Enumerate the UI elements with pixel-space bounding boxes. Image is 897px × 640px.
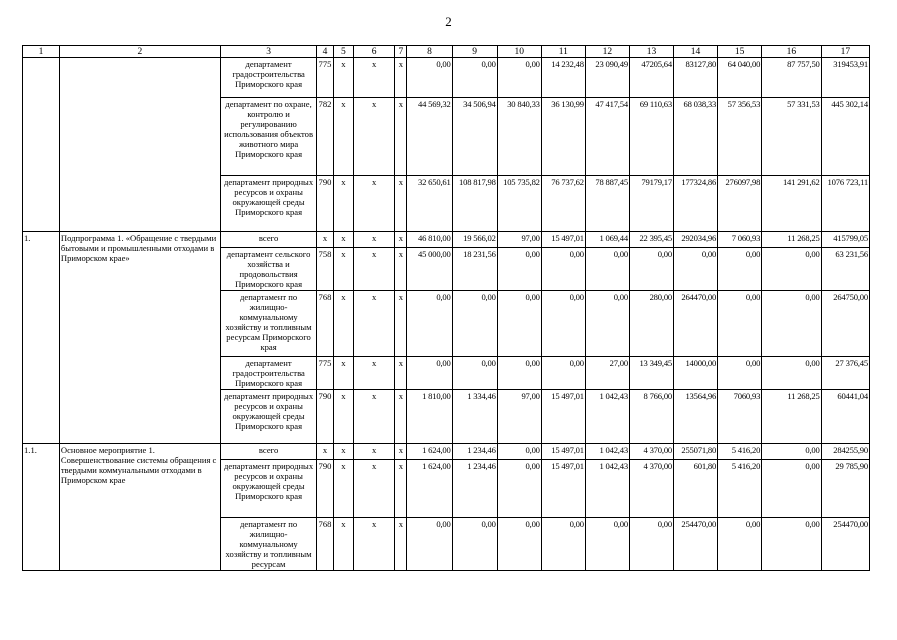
code-cell: x [317,444,333,460]
col-header: 17 [821,46,869,58]
amount-cell: 1 234,46 [452,460,497,518]
amount-cell: 36 130,99 [541,98,585,176]
col-header: 7 [395,46,407,58]
executor-cell: департамент природных ресурсов и охраны окружающей среды Приморского края [220,390,316,444]
amount-cell: 15 497,01 [541,232,585,248]
code-cell: x [333,58,354,98]
amount-cell: 87 757,50 [762,58,821,98]
col-header: 2 [59,46,220,58]
code-cell: 768 [317,518,333,571]
amount-cell: 19 566,02 [452,232,497,248]
amount-cell: 64 040,00 [718,58,762,98]
col-header: 5 [333,46,354,58]
amount-cell: 1 234,46 [452,444,497,460]
amount-cell: 0,00 [541,248,585,291]
code-cell: x [354,390,395,444]
code-cell: x [333,460,354,518]
amount-cell: 0,00 [762,460,821,518]
col-header: 12 [585,46,629,58]
amount-cell: 601,80 [674,460,718,518]
col-header: 3 [220,46,316,58]
code-cell: x [333,390,354,444]
code-cell: x [354,460,395,518]
item-number-cell: 1. [23,232,60,444]
amount-cell: 0,00 [497,291,541,357]
col-header: 8 [407,46,452,58]
table-row [23,58,870,98]
table-body [23,58,870,571]
amount-cell: 1 069,44 [585,232,629,248]
code-cell: x [354,232,395,248]
amount-cell: 0,00 [541,357,585,390]
code-cell: x [333,291,354,357]
executor-cell: департамент градостроительства Приморского края [220,58,316,98]
code-cell: x [333,248,354,291]
code-cell: x [333,444,354,460]
col-header: 14 [674,46,718,58]
code-cell: x [354,58,395,98]
code-cell: x [354,518,395,571]
code-cell: x [395,357,407,390]
amount-cell: 0,00 [762,291,821,357]
amount-cell: 0,00 [497,248,541,291]
executor-cell: департамент по жилищно-коммунальному хозяйству и топливным ресурсам [220,518,316,571]
amount-cell: 68 038,33 [674,98,718,176]
amount-cell: 0,00 [762,248,821,291]
amount-cell: 13 349,45 [629,357,673,390]
amount-cell: 445 302,14 [821,98,869,176]
executor-cell: департамент природных ресурсов и охраны окружающей среды Приморского края [220,176,316,232]
code-cell: 790 [317,390,333,444]
amount-cell: 108 817,98 [452,176,497,232]
amount-cell: 0,00 [762,444,821,460]
amount-cell: 7 060,93 [718,232,762,248]
table-row [23,232,870,248]
amount-cell: 7060,93 [718,390,762,444]
amount-cell: 4 370,00 [629,444,673,460]
code-cell: x [333,518,354,571]
amount-cell: 1 042,43 [585,460,629,518]
col-header: 11 [541,46,585,58]
amount-cell: 47 417,54 [585,98,629,176]
amount-cell: 0,00 [497,460,541,518]
amount-cell: 57 331,53 [762,98,821,176]
column-number-row [23,46,870,58]
amount-cell: 0,00 [629,248,673,291]
amount-cell: 0,00 [497,58,541,98]
amount-cell: 47205,64 [629,58,673,98]
amount-cell: 1 334,46 [452,390,497,444]
amount-cell: 63 231,56 [821,248,869,291]
executor-cell: департамент по охране, контролю и регулированию использования объектов животного мира Приморского края [220,98,316,176]
amount-cell: 254470,00 [674,518,718,571]
col-header: 1 [23,46,60,58]
amount-cell: 76 737,62 [541,176,585,232]
code-cell: x [354,98,395,176]
code-cell: 790 [317,176,333,232]
code-cell: x [395,58,407,98]
amount-cell: 1 624,00 [407,444,452,460]
code-cell: x [333,176,354,232]
amount-cell: 0,00 [407,518,452,571]
item-number-cell: 1.1. [23,444,60,571]
amount-cell: 46 810,00 [407,232,452,248]
amount-cell: 0,00 [497,518,541,571]
amount-cell: 15 497,01 [541,390,585,444]
item-number-cell [23,58,60,232]
amount-cell: 97,00 [497,232,541,248]
code-cell: x [354,357,395,390]
amount-cell: 79179,17 [629,176,673,232]
amount-cell: 0,00 [762,357,821,390]
amount-cell: 254470,00 [821,518,869,571]
amount-cell: 0,00 [407,58,452,98]
code-cell: x [395,444,407,460]
col-header: 16 [762,46,821,58]
amount-cell: 141 291,62 [762,176,821,232]
amount-cell: 0,00 [718,518,762,571]
code-cell: 790 [317,460,333,518]
amount-cell: 0,00 [718,357,762,390]
amount-cell: 105 735,82 [497,176,541,232]
amount-cell: 0,00 [452,357,497,390]
code-cell: x [395,176,407,232]
code-cell: 782 [317,98,333,176]
program-name-cell: Подпрограмма 1. «Обращение с твердыми бытовыми и промышленными отходами в Приморском крае» [59,232,220,444]
amount-cell: 8 766,00 [629,390,673,444]
amount-cell: 0,00 [585,518,629,571]
amount-cell: 60441,04 [821,390,869,444]
amount-cell: 27,00 [585,357,629,390]
amount-cell: 319453,91 [821,58,869,98]
amount-cell: 0,00 [585,248,629,291]
amount-cell: 0,00 [541,291,585,357]
executor-cell: департамент градостроительства Приморского края [220,357,316,390]
code-cell: x [354,291,395,357]
amount-cell: 280,00 [629,291,673,357]
code-cell: x [354,248,395,291]
amount-cell: 15 497,01 [541,444,585,460]
amount-cell: 0,00 [718,248,762,291]
col-header: 6 [354,46,395,58]
code-cell: x [395,232,407,248]
amount-cell: 57 356,53 [718,98,762,176]
executor-cell: департамент сельского хозяйства и продовольствия Приморского края [220,248,316,291]
code-cell: x [395,390,407,444]
col-header: 10 [497,46,541,58]
amount-cell: 0,00 [452,58,497,98]
amount-cell: 0,00 [407,357,452,390]
code-cell: x [317,232,333,248]
code-cell: x [395,248,407,291]
amount-cell: 0,00 [674,248,718,291]
amount-cell: 97,00 [497,390,541,444]
code-cell: x [395,518,407,571]
executor-cell: департамент по жилищно-коммунальному хозяйству и топливным ресурсам Приморского края [220,291,316,357]
code-cell: x [333,98,354,176]
code-cell: x [354,176,395,232]
amount-cell: 0,00 [452,291,497,357]
amount-cell: 30 840,33 [497,98,541,176]
amount-cell: 1 042,43 [585,444,629,460]
amount-cell: 1 810,00 [407,390,452,444]
amount-cell: 264750,00 [821,291,869,357]
amount-cell: 13564,96 [674,390,718,444]
amount-cell: 0,00 [452,518,497,571]
executor-cell: всего [220,232,316,248]
amount-cell: 0,00 [585,291,629,357]
amount-cell: 292034,96 [674,232,718,248]
amount-cell: 0,00 [629,518,673,571]
amount-cell: 22 395,45 [629,232,673,248]
code-cell: x [333,232,354,248]
amount-cell: 4 370,00 [629,460,673,518]
amount-cell: 45 000,00 [407,248,452,291]
amount-cell: 177324,86 [674,176,718,232]
amount-cell: 0,00 [718,291,762,357]
amount-cell: 78 887,45 [585,176,629,232]
program-name-cell: Основное мероприятие 1. Совершенствование системы обращения с твердыми коммунальными отходами в Приморском крае [59,444,220,571]
amount-cell: 5 416,20 [718,444,762,460]
col-header: 15 [718,46,762,58]
amount-cell: 44 569,32 [407,98,452,176]
amount-cell: 14000,00 [674,357,718,390]
amount-cell: 0,00 [497,444,541,460]
page-number: 2 [445,14,452,29]
amount-cell: 14 232,48 [541,58,585,98]
col-header: 9 [452,46,497,58]
col-header: 4 [317,46,333,58]
amount-cell: 29 785,90 [821,460,869,518]
budget-table [22,45,870,571]
amount-cell: 1 042,43 [585,390,629,444]
program-name-cell [59,58,220,232]
amount-cell: 32 650,61 [407,176,452,232]
code-cell: x [395,98,407,176]
code-cell: 775 [317,58,333,98]
amount-cell: 0,00 [541,518,585,571]
col-header: 13 [629,46,673,58]
executor-cell: департамент природных ресурсов и охраны окружающей среды Приморского края [220,460,316,518]
code-cell: x [354,444,395,460]
amount-cell: 415799,05 [821,232,869,248]
executor-cell: всего [220,444,316,460]
code-cell: 768 [317,291,333,357]
amount-cell: 18 231,56 [452,248,497,291]
code-cell: x [395,460,407,518]
amount-cell: 1 624,00 [407,460,452,518]
code-cell: x [333,357,354,390]
code-cell: 775 [317,357,333,390]
amount-cell: 284255,90 [821,444,869,460]
amount-cell: 0,00 [762,518,821,571]
amount-cell: 27 376,45 [821,357,869,390]
code-cell: 758 [317,248,333,291]
amount-cell: 11 268,25 [762,232,821,248]
amount-cell: 11 268,25 [762,390,821,444]
amount-cell: 1076 723,11 [821,176,869,232]
table-row [23,444,870,460]
amount-cell: 0,00 [407,291,452,357]
code-cell: x [395,291,407,357]
amount-cell: 69 110,63 [629,98,673,176]
amount-cell: 34 506,94 [452,98,497,176]
amount-cell: 264470,00 [674,291,718,357]
amount-cell: 83127,80 [674,58,718,98]
amount-cell: 0,00 [497,357,541,390]
amount-cell: 5 416,20 [718,460,762,518]
amount-cell: 276097,98 [718,176,762,232]
amount-cell: 23 090,49 [585,58,629,98]
amount-cell: 255071,80 [674,444,718,460]
amount-cell: 15 497,01 [541,460,585,518]
